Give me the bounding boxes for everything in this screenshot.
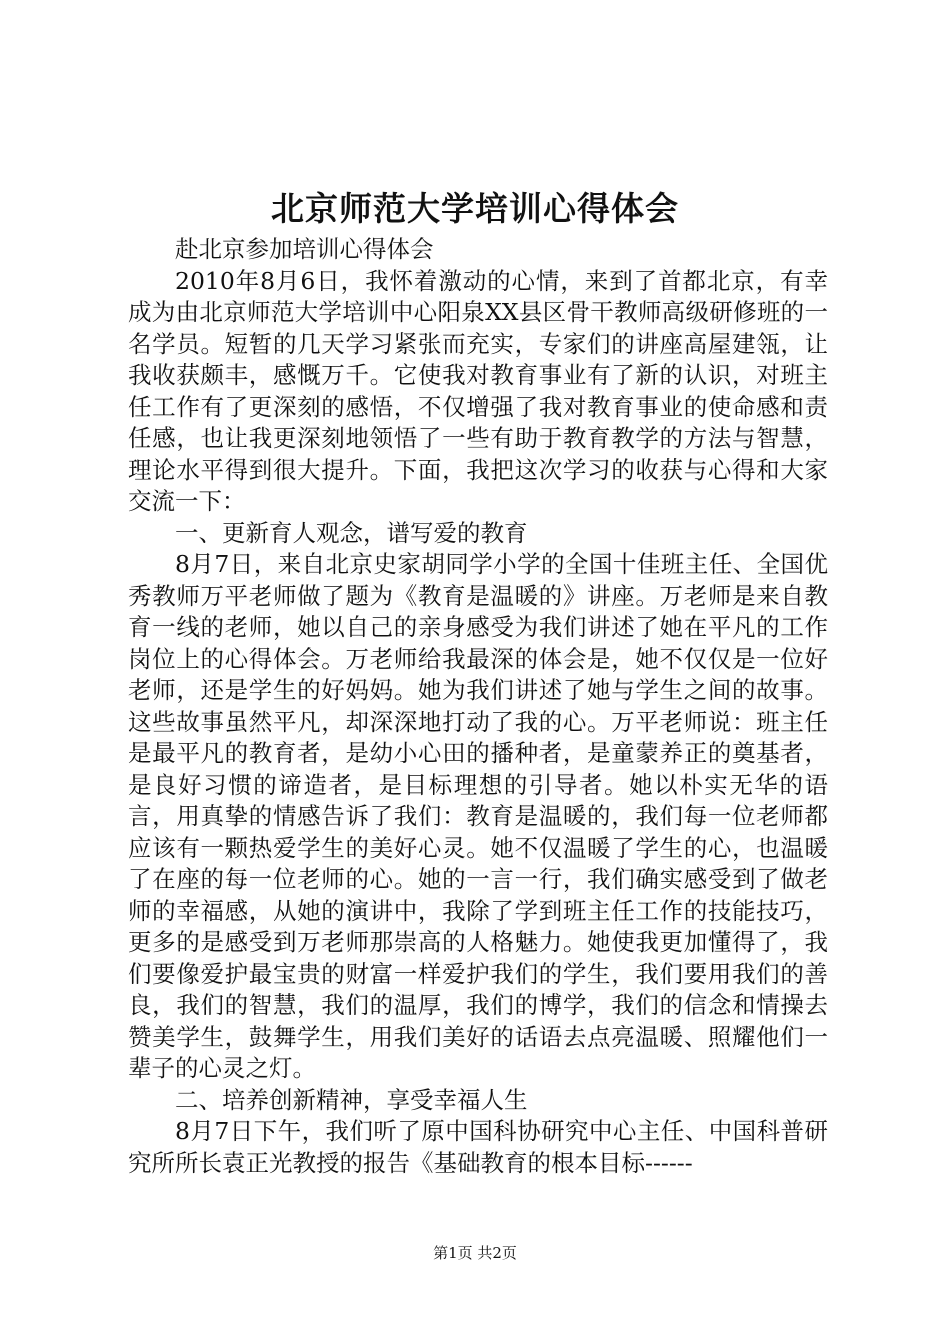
document-title: 北京师范大学培训心得体会	[271, 189, 679, 228]
subtitle-paragraph: 赴北京参加培训心得体会	[175, 235, 434, 263]
page-footer: 第1页 共2页	[433, 1244, 517, 1262]
section-2-paragraph: 8月7日下午，我们听了原中国科协研究中心主任、中国科普研究所所长袁正光教授的报告《基础教育的根本目标------	[128, 1117, 828, 1177]
section-heading-2: 二、培养创新精神，享受幸福人生	[175, 1085, 528, 1114]
section-heading-1: 一、更新育人观念，谱写爱的教育	[175, 518, 528, 547]
intro-paragraph: 2010年8月6日，我怀着激动的心情，来到了首都北京，有幸成为由北京师范大学培训中心阳泉XX县区骨干教师高级研修班的一名学员。短暂的几天学习紧张而充实，专家们的讲座高屋建瓴，让我收获颇丰，感慨万千。它使我对教育事业有了新的认识，对班主任工作有了更深刻的感悟，不仅增强了我对教育事业的使命感和责任感，也让我更深刻地领悟了一些有助于教育教学的方法与智慧，理论水平得到很大提升。下面，我把这次学习的收获与心得和大家交流一下：	[128, 266, 828, 515]
section-1-paragraph: 8月7日，来自北京史家胡同学小学的全国十佳班主任、全国优秀教师万平老师做了题为《教育是温暖的》讲座。万老师是来自教育一线的老师，她以自己的亲身感受为我们讲述了她在平凡的工作岗位上的心得体会。万老师给我最深的体会是，她不仅仅是一位好老师，还是学生的好妈妈。她为我们讲述了她与学生之间的故事。这些故事虽然平凡，却深深地打动了我的心。万平老师说：班主任是最平凡的教育者，是幼小心田的播种者，是童蒙养正的奠基者，是良好习惯的谛造者，是目标理想的引导者。她以朴实无华的语言，用真挚的情感告诉了我们：教育是温暖的，我们每一位老师都应该有一颗热爱学生的美好心灵。她不仅温暖了学生的心，也温暖了在座的每一位老师的心。她的一言一行，我们确实感受到了做老师的幸福感，从她的演讲中，我除了学到班主任工作的技能技巧，更多的是感受到万老师那崇高的人格魅力。她使我更加懂得了，我们要像爱护最宝贵的财富一样爱护我们的学生，我们要用我们的善良，我们的智慧，我们的温厚，我们的博学，我们的信念和情操去赞美学生，鼓舞学生，用我们美好的话语去点亮温暖、照耀他们一辈子的心灵之灯。	[128, 550, 828, 1082]
document-body	[128, 234, 828, 1179]
